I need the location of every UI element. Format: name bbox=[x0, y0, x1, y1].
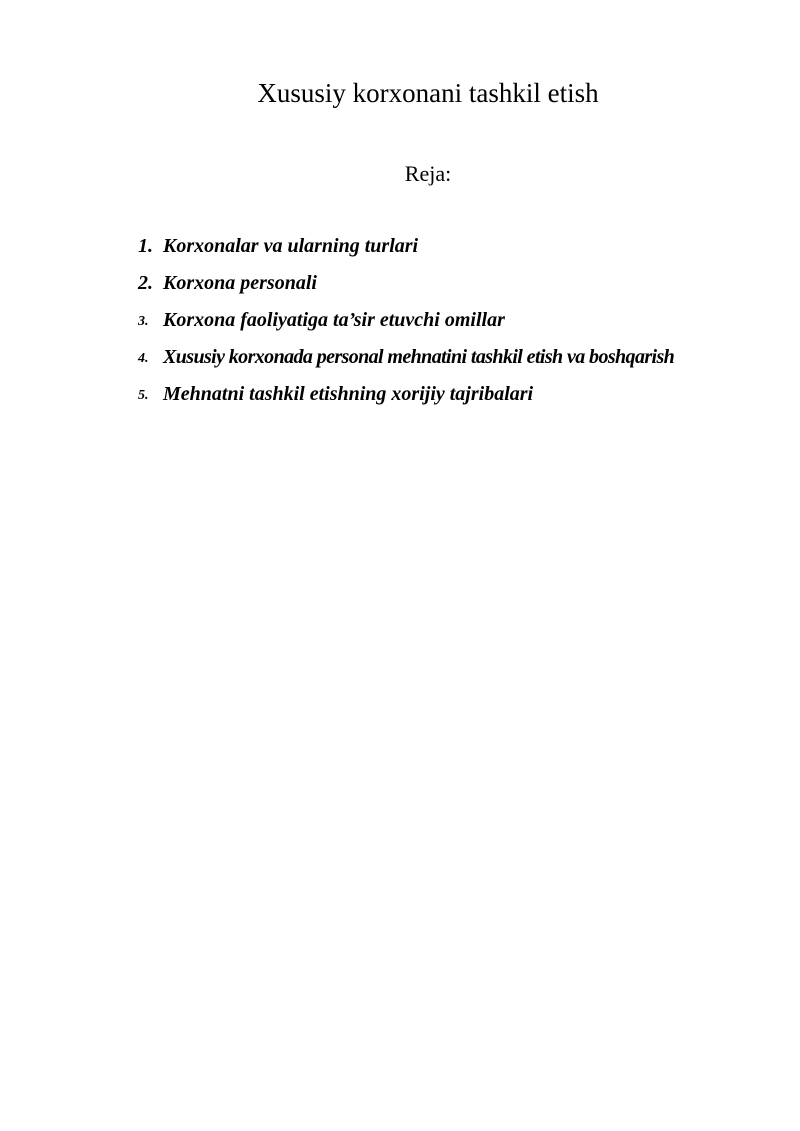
plan-item-number: 5. bbox=[138, 388, 149, 403]
plan-list bbox=[0, 230, 800, 415]
document-title: Xususiy korxonani tashkil etish bbox=[257, 78, 599, 108]
plan-item-number: 1. bbox=[138, 235, 153, 257]
plan-item-text: Xususiy korxonada personal mehnatini tashkil etish va boshqarish bbox=[163, 346, 675, 368]
plan-heading: Reja: bbox=[404, 161, 452, 186]
plan-item-5 bbox=[0, 378, 800, 415]
plan-item-number: 3. bbox=[138, 314, 149, 329]
plan-item-3 bbox=[0, 304, 800, 341]
plan-item-number: 2. bbox=[138, 272, 153, 294]
plan-item-text: Korxonalar va ularning turlari bbox=[163, 235, 419, 257]
plan-item-1 bbox=[0, 230, 800, 267]
plan-item-text: Mehnatni tashkil etishning xorijiy tajribalari bbox=[163, 383, 534, 405]
plan-item-4 bbox=[0, 341, 800, 378]
plan-item-number: 4. bbox=[138, 351, 149, 366]
plan-item-2 bbox=[0, 267, 800, 304]
plan-item-text: Korxona personali bbox=[163, 272, 317, 294]
plan-item-text: Korxona faoliyatiga ta’sir etuvchi omillar bbox=[163, 309, 505, 331]
